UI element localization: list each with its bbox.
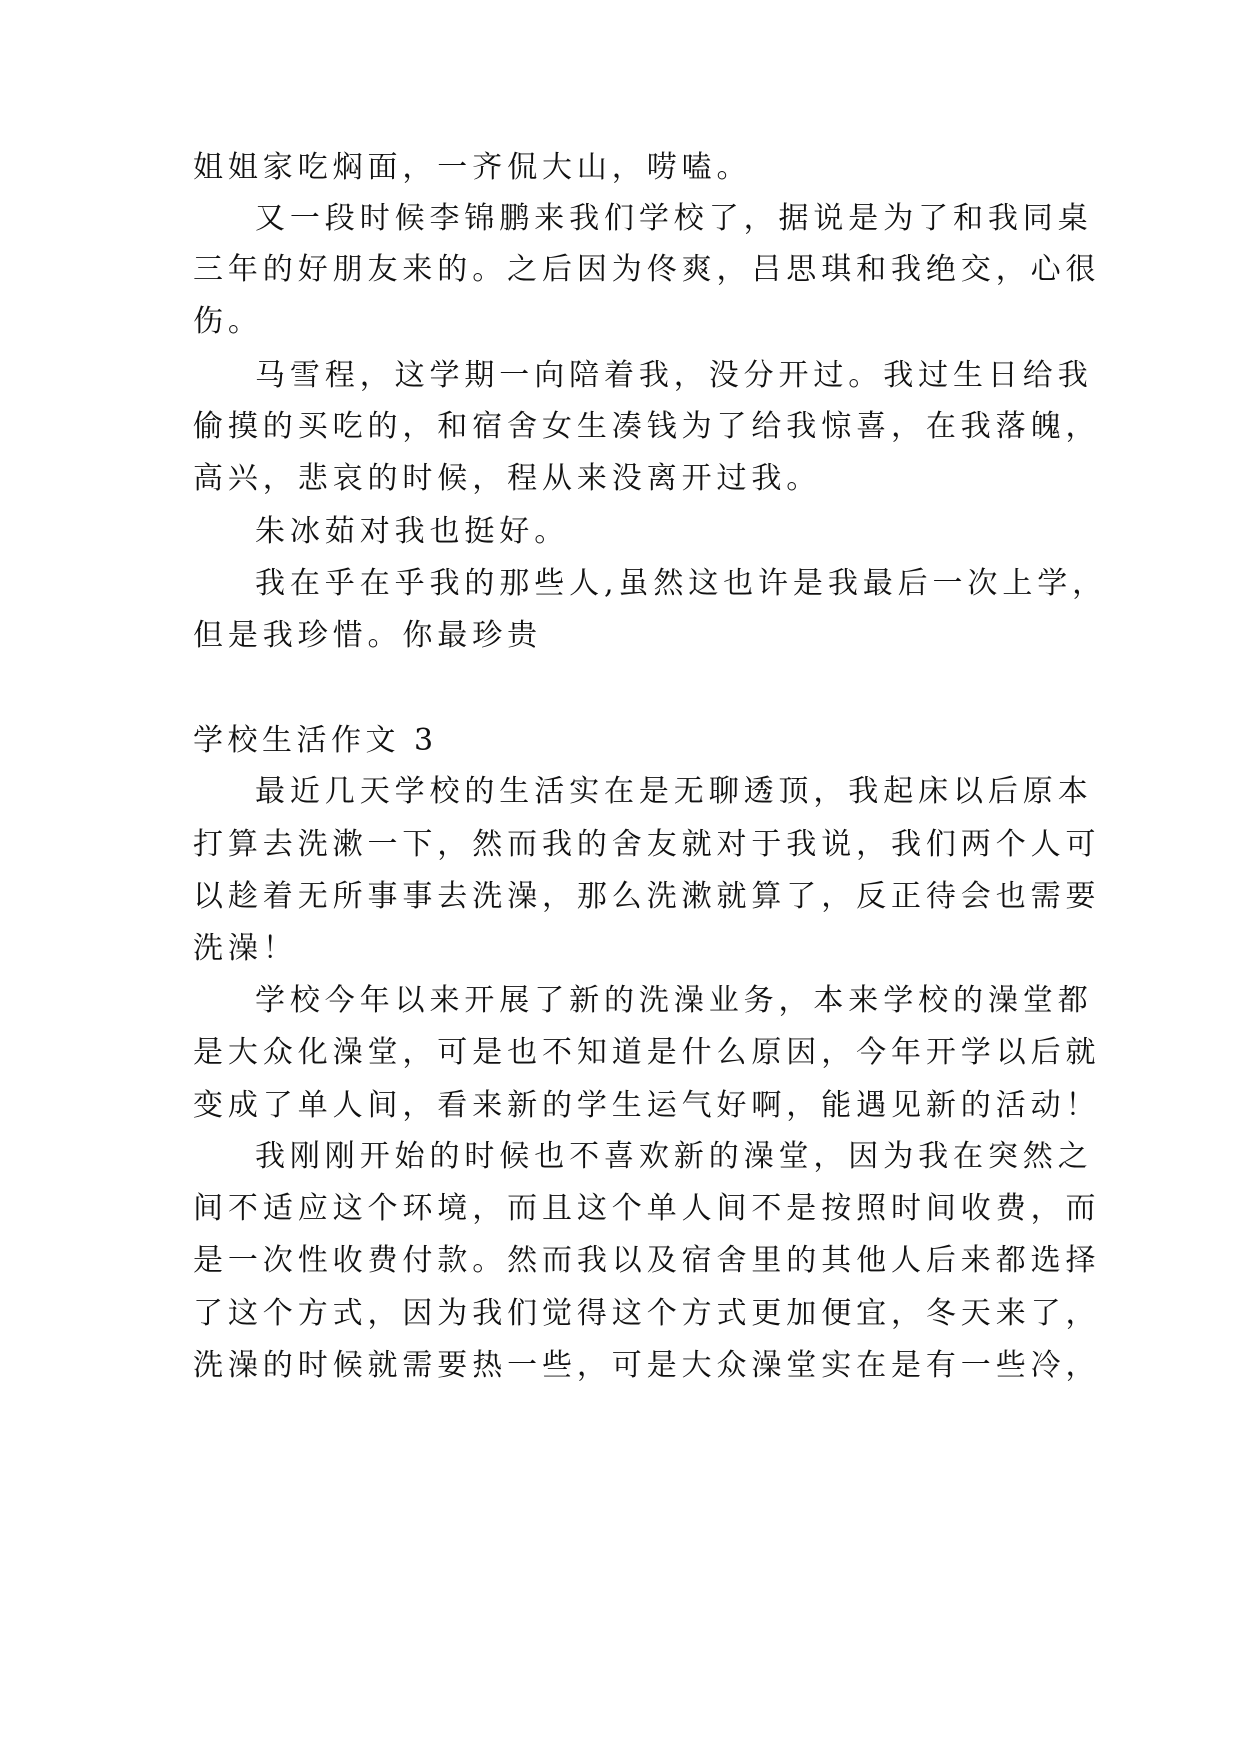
text-line: 打算去洗漱一下，然而我的舍友就对于我说，我们两个人可 [193, 827, 1101, 862]
text-line: 洗澡的时候就需要热一些，可是大众澡堂实在是有一些冷， [193, 1348, 1101, 1383]
paragraph-first-line: 学校今年以来开展了新的洗澡业务，本来学校的澡堂都 [255, 983, 1093, 1018]
text-line: 但是我珍惜。你最珍贵 [193, 618, 542, 653]
section-title: 学校生活作文 3 [193, 723, 438, 758]
text-line: 姐姐家吃焖面，一齐侃大山，唠嗑。 [193, 150, 752, 185]
paragraph-first-line: 马雪程，这学期一向陪着我，没分开过。我过生日给我 [255, 358, 1093, 393]
paragraph-first-line: 最近几天学校的生活实在是无聊透顶，我起床以后原本 [255, 774, 1093, 809]
text-line: 变成了单人间，看来新的学生运气好啊，能遇见新的活动！ [193, 1088, 1101, 1123]
text-line: 三年的好朋友来的。之后因为佟爽，吕思琪和我绝交，心很 [193, 252, 1101, 287]
text-line: 间不适应这个环境，而且这个单人间不是按照时间收费，而 [193, 1191, 1101, 1226]
text-line: 了这个方式，因为我们觉得这个方式更加便宜，冬天来了， [193, 1296, 1101, 1331]
paragraph-first-line: 又一段时候李锦鹏来我们学校了，据说是为了和我同桌 [255, 201, 1093, 236]
text-line: 洗澡！ [193, 931, 298, 966]
paragraph-first-line: 我在乎在乎我的那些人,虽然这也许是我最后一次上学， [255, 566, 1108, 601]
text-line: 以趁着无所事事去洗澡，那么洗漱就算了，反正待会也需要 [193, 879, 1101, 914]
text-line: 是大众化澡堂，可是也不知道是什么原因，今年开学以后就 [193, 1035, 1101, 1070]
paragraph-first-line: 朱冰茹对我也挺好。 [255, 514, 570, 549]
text-line: 高兴，悲哀的时候，程从来没离开过我。 [193, 461, 822, 496]
text-line: 是一次性收费付款。然而我以及宿舍里的其他人后来都选择 [193, 1243, 1101, 1278]
text-line: 偷摸的买吃的，和宿舍女生凑钱为了给我惊喜，在我落魄， [193, 409, 1101, 444]
text-line: 伤。 [193, 304, 263, 339]
paragraph-first-line: 我刚刚开始的时候也不喜欢新的澡堂，因为我在突然之 [255, 1139, 1093, 1174]
